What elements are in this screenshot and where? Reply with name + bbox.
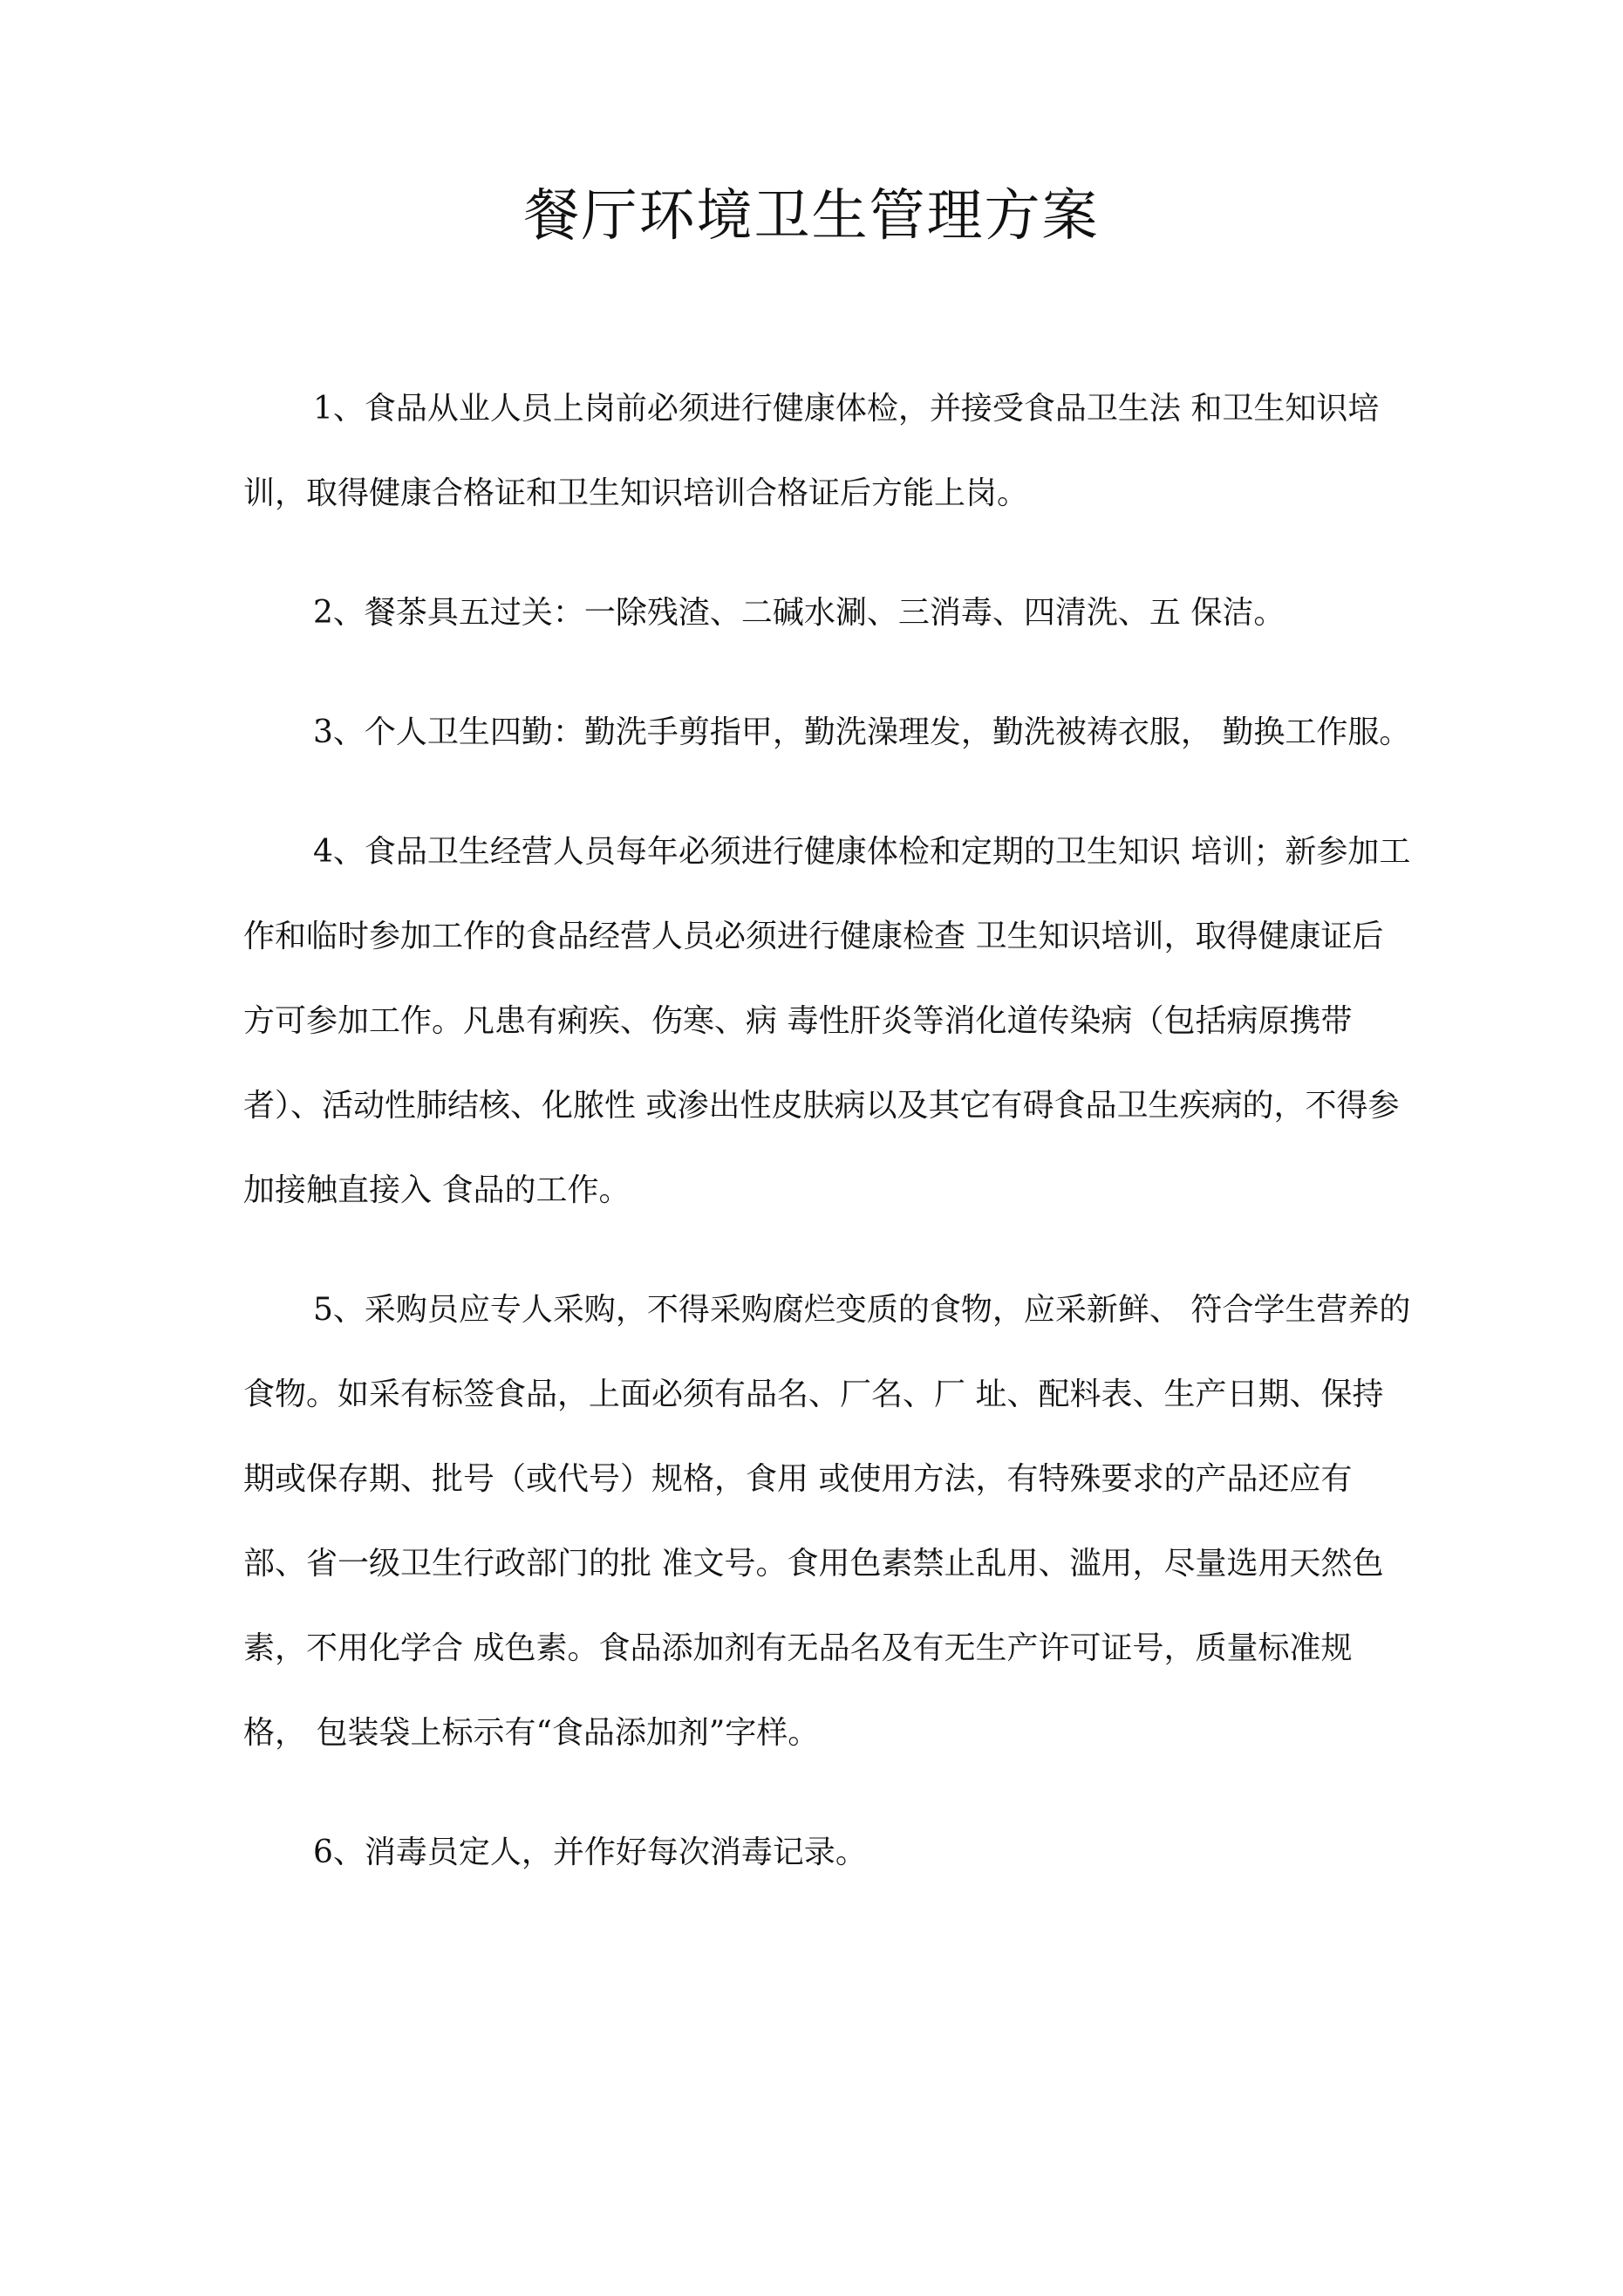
paragraph-5: 5、采购员应专人采购，不得采购腐烂变质的食物，应采新鲜、 符合学生营养的食物。如采有标签食品，上面必须有品名、厂名、厂 址、配料表、生产日期、保持期或保存期、批号（或代号）规格，食用 或使用方法，有特殊要求的产品还应有部、省一级卫生行政部门的批 准文号。食用色素禁止乱用、滥用，尽量选用天然色素，不用化学合 成色素。食品添加剂有无品名及有无生产许可证号，质量标准规格， 包装袋上标示有“食品添加剂”字样。 <box>243 1292 1411 1751</box>
document-title: 餐厅环境卫生管理方案 <box>523 184 1100 249</box>
paragraph-6: 6、消毒员定人，并作好每次消毒记录。 <box>313 1835 867 1870</box>
document-body <box>243 366 1412 1930</box>
paragraph-4: 4、食品卫生经营人员每年必须进行健康体检和定期的卫生知识 培训；新参加工作和临时参加工作的食品经营人员必须进行健康检查 卫生知识培训，取得健康证后方可参加工作。凡患有痢疾、伤寒、病 毒性肝炎等消化道传染病（包括病原携带者）、活动性肺结核、化脓性 或渗出性皮肤病以及其它有碍食品卫生疾病的，不得参加接触直接入 食品的工作。 <box>243 834 1411 1208</box>
paragraph-1: 1、食品从业人员上岗前必须进行健康体检，并接受食品卫生法 和卫生知识培训，取得健康合格证和卫生知识培训合格证后方能上岗。 <box>243 391 1380 511</box>
paragraph-3: 3、个人卫生四勤：勤洗手剪指甲，勤洗澡理发，勤洗被祷衣服， 勤换工作服。 <box>313 714 1411 750</box>
paragraph-2: 2、餐茶具五过关：一除残渣、二碱水涮、三消毒、四清洗、五 保洁。 <box>313 595 1285 631</box>
